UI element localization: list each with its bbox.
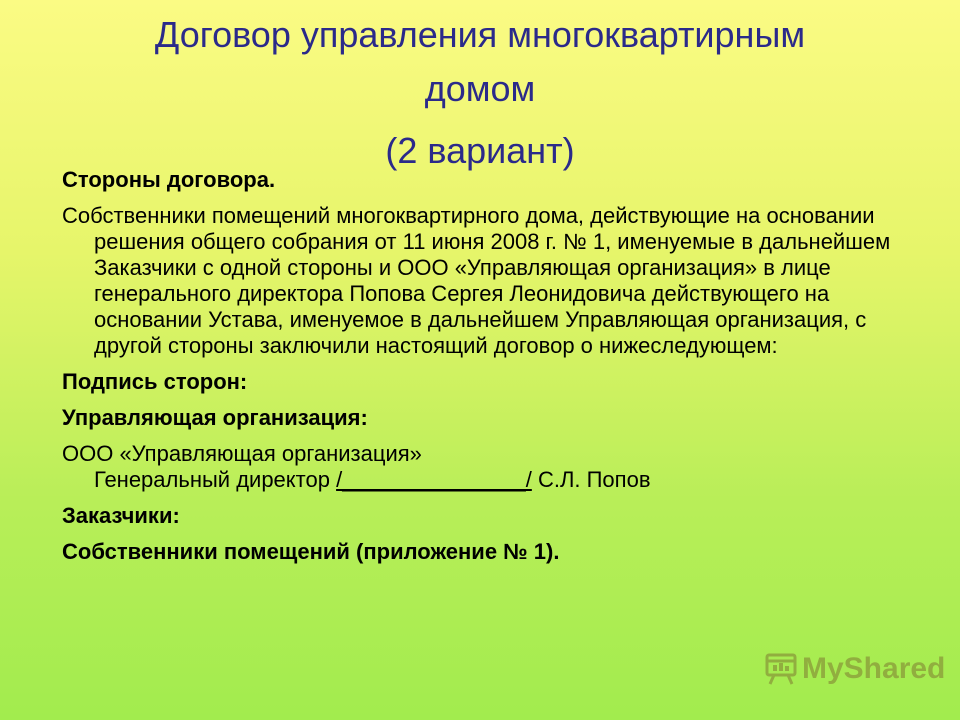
presentation-icon [764,652,798,686]
customers-heading: Заказчики: [62,503,180,528]
myshared-watermark [764,652,945,686]
title-variant: (2 вариант) [385,130,575,171]
org-signature-block [62,441,912,493]
director-name: С.Л. Попов [531,467,651,492]
management-org-heading: Управляющая организация: [62,405,368,430]
watermark-text: MyShared [802,652,946,685]
signature-line: /_______________/ [336,467,532,492]
title-line-1: Договор управления многоквартирным [154,14,806,55]
parties-heading: Стороны договора. [62,167,276,192]
director-prefix: Генеральный директор [94,467,337,492]
owners-line: Собственники помещений (приложение № 1). [62,539,560,564]
parties-text: Собственники помещений многоквартирного дома, действующие на основании решения общего собрания от 11 июня 2008 г. № 1, именуемые в дальнейшем Заказчики с одной стороны и ООО «Управляющая организация» в лице генерального директора Попова Сергея Леонидовича действующего на основании Устава, именуемое в дальнейшем Управляющая организация, с другой стороны заключили настоящий договор о нижеследующем: [62,203,891,358]
slide-body [62,167,912,565]
org-name: ООО «Управляющая организация» [62,441,422,466]
signature-heading: Подпись сторон: [62,369,248,394]
title-line-2: домом [424,68,536,109]
slide-title [40,8,920,178]
